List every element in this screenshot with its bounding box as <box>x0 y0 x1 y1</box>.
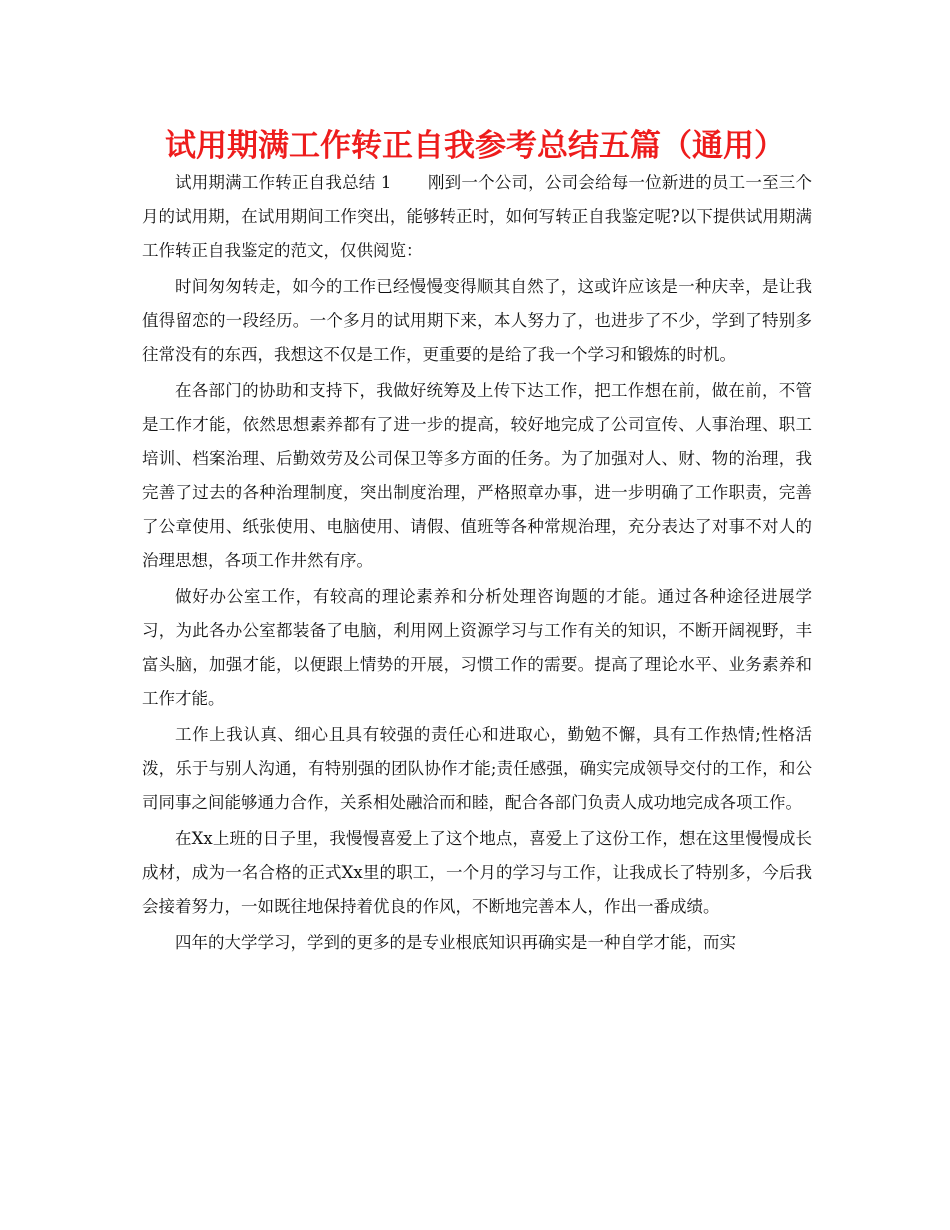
intro-heading: 试用期满工作转正自我总结 1 <box>175 173 392 192</box>
document-title: 试用期满工作转正自我参考总结五篇（通用） <box>165 128 785 164</box>
body-paragraph-4: 工作上我认真、细心且具有较强的责任心和进取心，勤勉不懈，具有工作热情;性格活泼，乐于与别人沟通，有特别强的团队协作才能;责任感强，确实完成领导交付的工作，和公司同事之间能够通力合作，关系相处融洽而和睦，配合各部门负责人成功地完成各项工作。 <box>142 725 812 812</box>
body-paragraph-5: 在Xx上班的日子里，我慢慢喜爱上了这个地点，喜爱上了这份工作，想在这里慢慢成长成材，成为一名合格的正式Xx里的职工，一个月的学习与工作，让我成长了特别多，今后我会接着努力，一如既往地保持着优良的作风，不断地完善本人，作出一番成绩。 <box>142 829 812 916</box>
body-paragraph-1: 时间匆匆转走，如今的工作已经慢慢变得顺其自然了，这或许应该是一种庆幸，是让我值得留恋的一段经历。一个多月的试用期下来，本人努力了，也进步了不少，学到了特别多往常没有的东西，我想这不仅是工作，更重要的是给了我一个学习和锻炼的时机。 <box>142 277 812 364</box>
body-paragraph-6: 四年的大学学习，学到的更多的是专业根底知识再确实是一种自学才能，而实 <box>175 933 736 952</box>
body-paragraph-3: 做好办公室工作，有较高的理论素养和分析处理咨询题的才能。通过各种途径进展学习，为此各办公室都装备了电脑，利用网上资源学习与工作有关的知识，不断开阔视野，丰富头脑，加强才能，以便跟上情势的开展，习惯工作的需要。提高了理论水平、业务素养和工作才能。 <box>142 587 812 708</box>
intro-paragraph <box>142 166 812 268</box>
document-body <box>142 166 812 962</box>
body-paragraph-2: 在各部门的协助和支持下，我做好统筹及上传下达工作，把工作想在前，做在前，不管是工作才能，依然思想素养都有了进一步的提高，较好地完成了公司宣传、人事治理、职工培训、档案治理、后勤效劳及公司保卫等多方面的任务。为了加强对人、财、物的治理，我完善了过去的各种治理制度，突出制度治理，严格照章办事，进一步明确了工作职责，完善了公章使用、纸张使用、电脑使用、请假、值班等各种常规治理，充分表达了对事不对人的治理思想，各项工作井然有序。 <box>142 381 812 570</box>
intro-text: 刚到一个公司，公司会给每一位新进的员工一至三个月的试用期，在试用期间工作突出，能够转正时，如何写转正自我鉴定呢?以下提供试用期满工作转正自我鉴定的范文，仅供阅览： <box>142 173 812 260</box>
